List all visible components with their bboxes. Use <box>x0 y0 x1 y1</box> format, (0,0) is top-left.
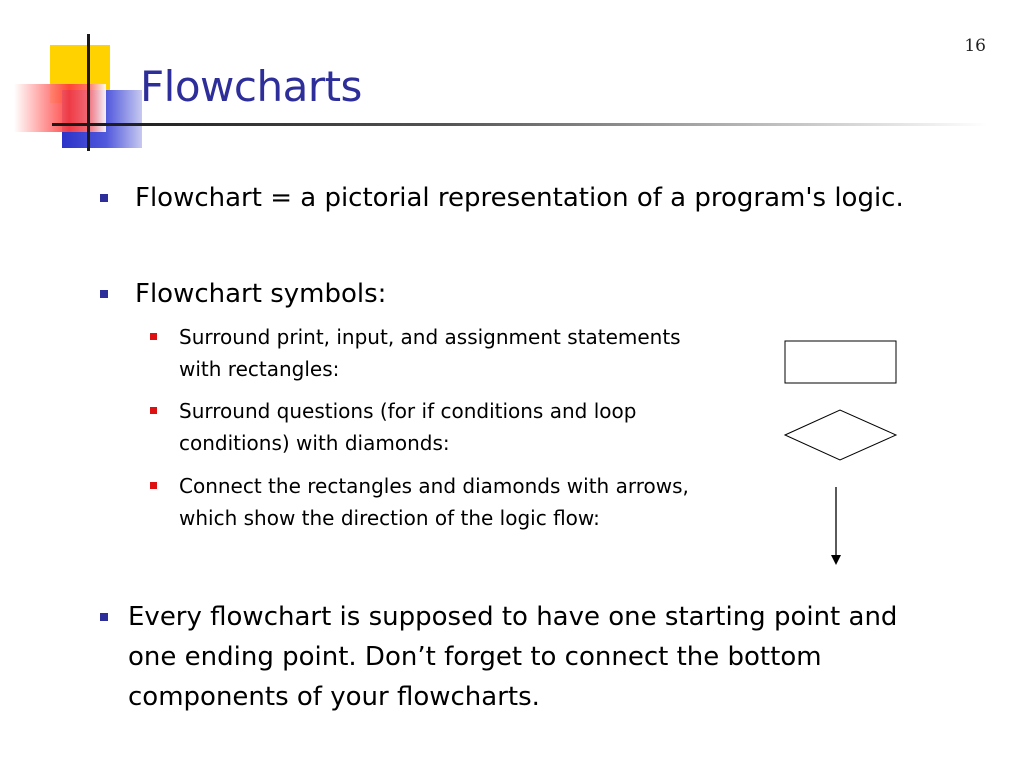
slide-title: Flowcharts <box>140 62 362 111</box>
bullet-symbols <box>100 274 700 314</box>
bullet-marker <box>100 613 108 621</box>
sub-bullet-diamonds <box>150 395 720 459</box>
logo-vertical-line <box>87 34 90 151</box>
bullet-text: Flowchart = a pictorial representation of a program's logic. <box>135 183 904 213</box>
bullet-marker <box>100 290 108 298</box>
diamond-symbol <box>785 410 896 460</box>
bullet-definition <box>100 178 960 218</box>
bullet-marker <box>100 194 108 202</box>
title-divider <box>88 123 988 126</box>
sub-bullet-marker <box>150 482 157 489</box>
sub-bullet-text: Surround print, input, and assignment statements with rectangles: <box>179 325 681 381</box>
sub-bullet-marker <box>150 407 157 414</box>
bullet-start-end <box>100 597 920 717</box>
bullet-text: Flowchart symbols: <box>135 279 387 309</box>
bullet-text: Every flowchart is supposed to have one starting point and one ending point. Don’t forget to connect the bottom components of your flowcharts. <box>128 602 898 712</box>
slide-number: 16 <box>964 36 986 56</box>
arrow-head <box>831 555 841 565</box>
sub-bullet-arrows <box>150 470 710 534</box>
slide-logo <box>0 0 140 160</box>
sub-bullet-text: Connect the rectangles and diamonds with arrows, which show the direction of the logic flow: <box>179 474 689 530</box>
sub-bullet-text: Surround questions (for if conditions and loop conditions) with diamonds: <box>179 399 637 455</box>
sub-bullet-marker <box>150 333 157 340</box>
sub-bullet-rectangles <box>150 321 720 385</box>
rectangle-symbol <box>785 341 896 383</box>
